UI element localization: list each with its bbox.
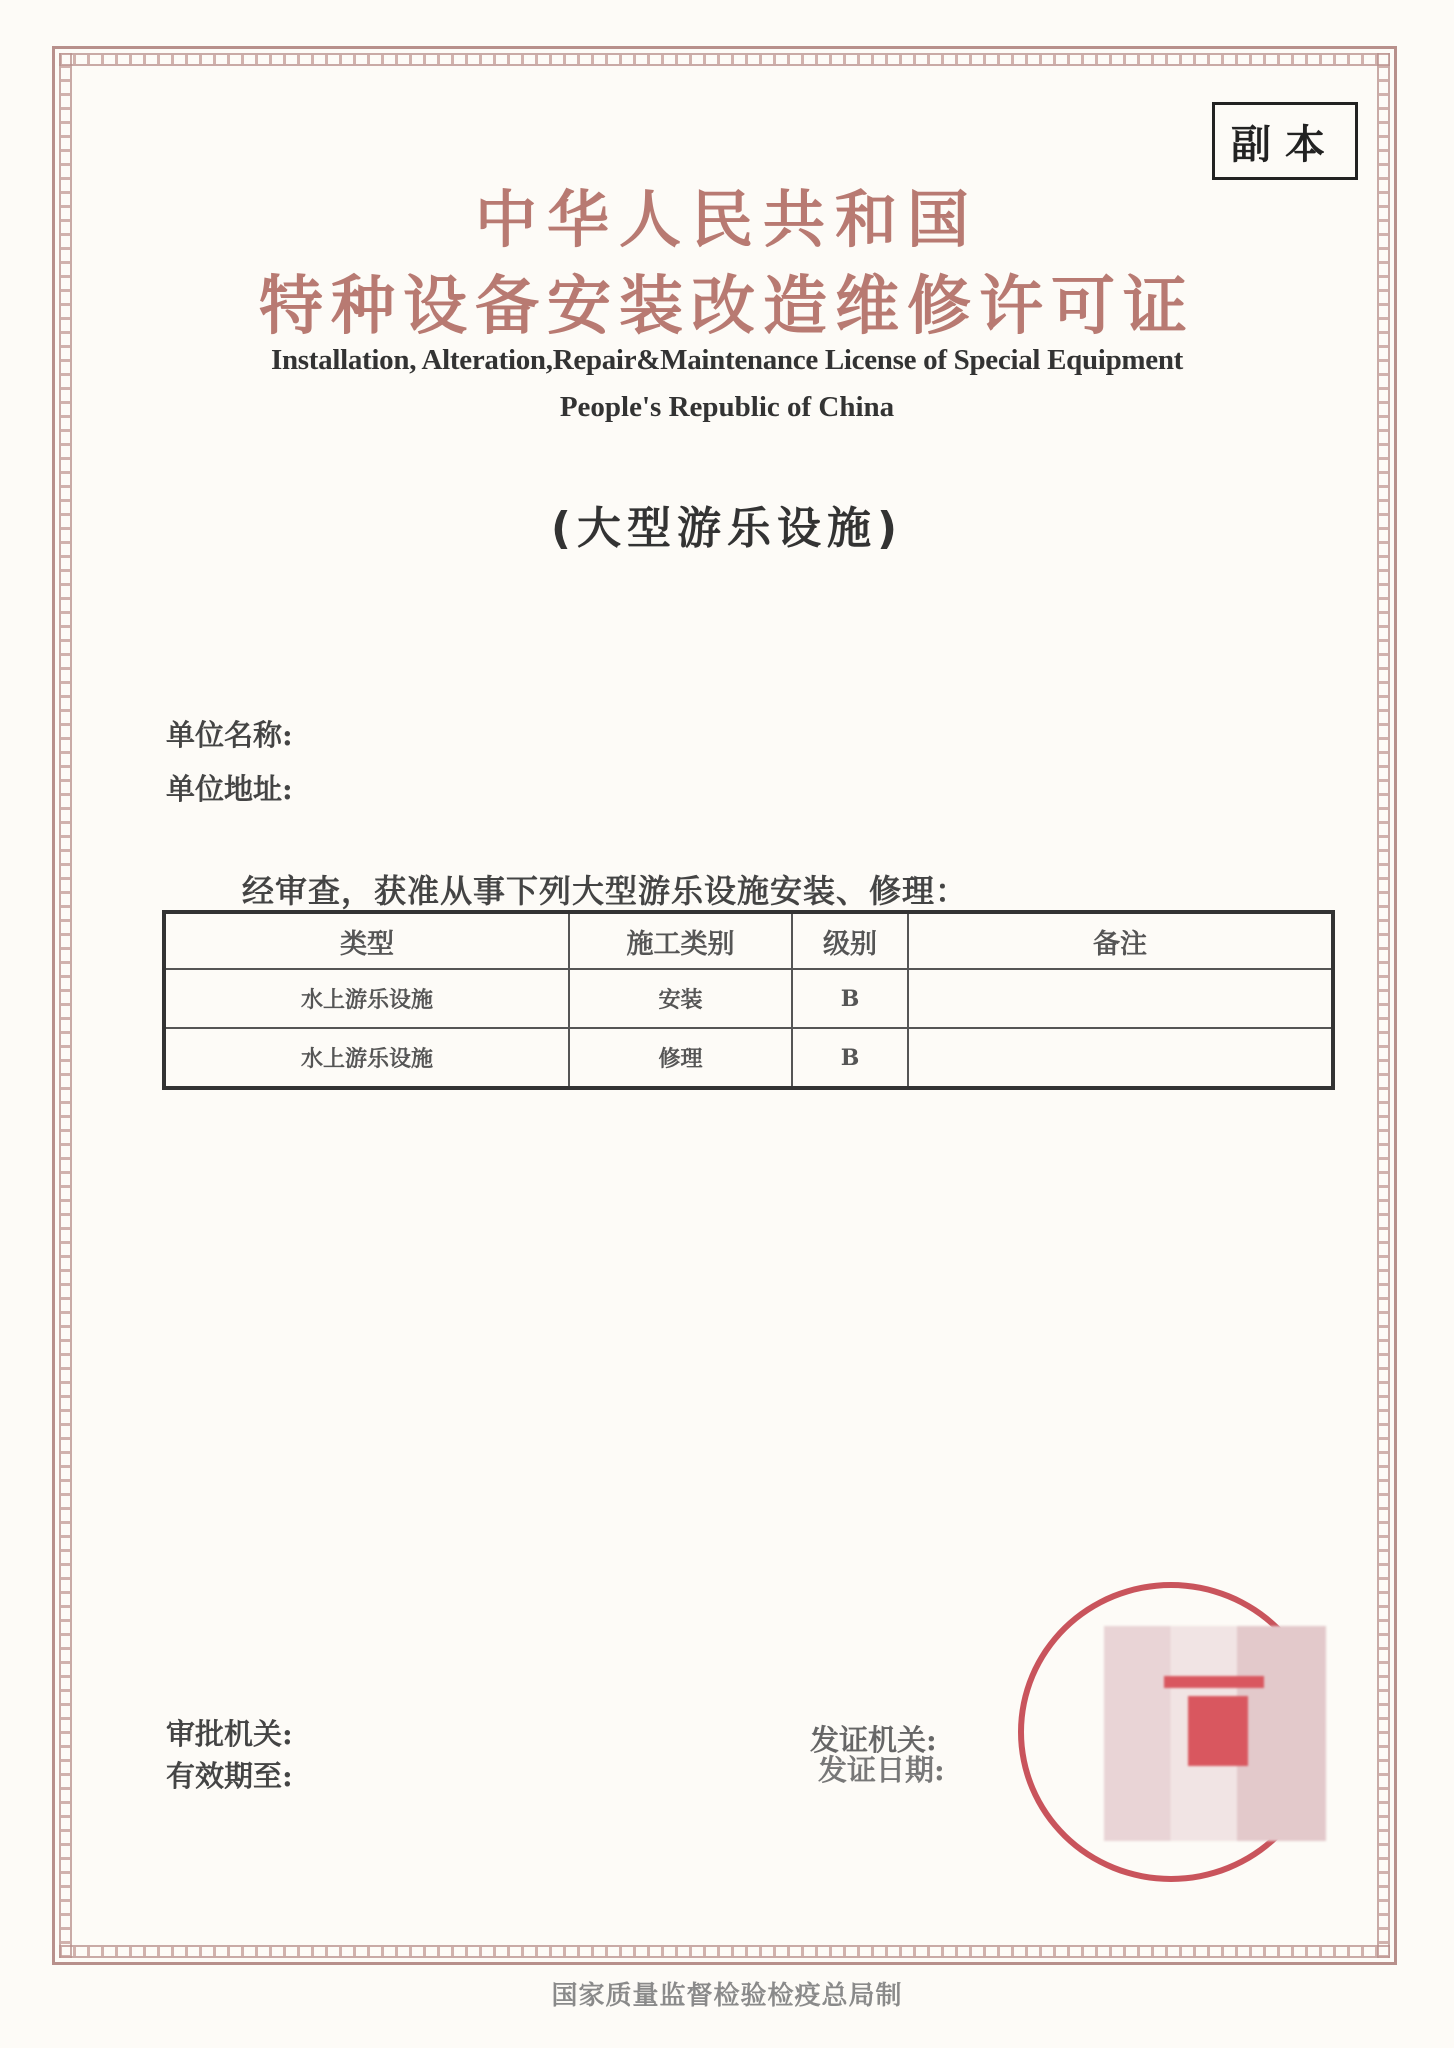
valid-until-label: 有效期至:	[166, 1759, 293, 1793]
category-subtitle: (大型游乐设施)	[550, 503, 904, 554]
issuer-footer: 国家质量监督检验检疫总局制	[551, 1981, 903, 2011]
cell-remarks	[908, 1028, 1333, 1088]
cell-grade: B	[792, 1028, 908, 1088]
issuing-authority-label: 发证机关:	[810, 1723, 937, 1757]
copy-badge: 副本	[1212, 102, 1358, 180]
title-english-line1: Installation, Alteration,Repair&Maintenance License of Special Equipment	[270, 344, 1184, 376]
title-line2: 特种设备安装改造维修许可证	[259, 270, 1195, 344]
table-row	[164, 1028, 1333, 1088]
header-remarks: 备注	[908, 912, 1333, 969]
cell-grade: B	[792, 969, 908, 1028]
seal-mark	[1164, 1676, 1264, 1688]
border-pattern-bottom	[59, 1945, 1390, 1958]
title-line1: 中华人民共和国	[474, 183, 979, 256]
header-grade: 级别	[792, 912, 908, 969]
unit-name-label: 单位名称:	[166, 718, 293, 752]
cell-type: 水上游乐设施	[164, 1028, 569, 1088]
redacted-seal-mosaic	[1104, 1626, 1326, 1841]
approval-authority-label: 审批机关:	[166, 1717, 293, 1751]
cell-work-category: 安装	[569, 969, 792, 1028]
header-work-category: 施工类别	[569, 912, 792, 969]
title-english-line2: People's Republic of China	[559, 391, 895, 423]
cell-type: 水上游乐设施	[164, 969, 569, 1028]
cell-work-category: 修理	[569, 1028, 792, 1088]
cell-remarks	[908, 969, 1333, 1028]
issue-date-label: 发证日期:	[818, 1753, 945, 1787]
unit-address-label: 单位地址:	[166, 772, 293, 806]
approval-statement: 经审查，获准从事下列大型游乐设施安装、修理：	[242, 872, 969, 910]
header-type: 类型	[164, 912, 569, 969]
license-scope-table	[162, 910, 1335, 1090]
table-header-row	[164, 912, 1333, 969]
border-pattern-top	[59, 53, 1390, 66]
table-row	[164, 969, 1333, 1028]
seal-mark	[1188, 1696, 1248, 1766]
